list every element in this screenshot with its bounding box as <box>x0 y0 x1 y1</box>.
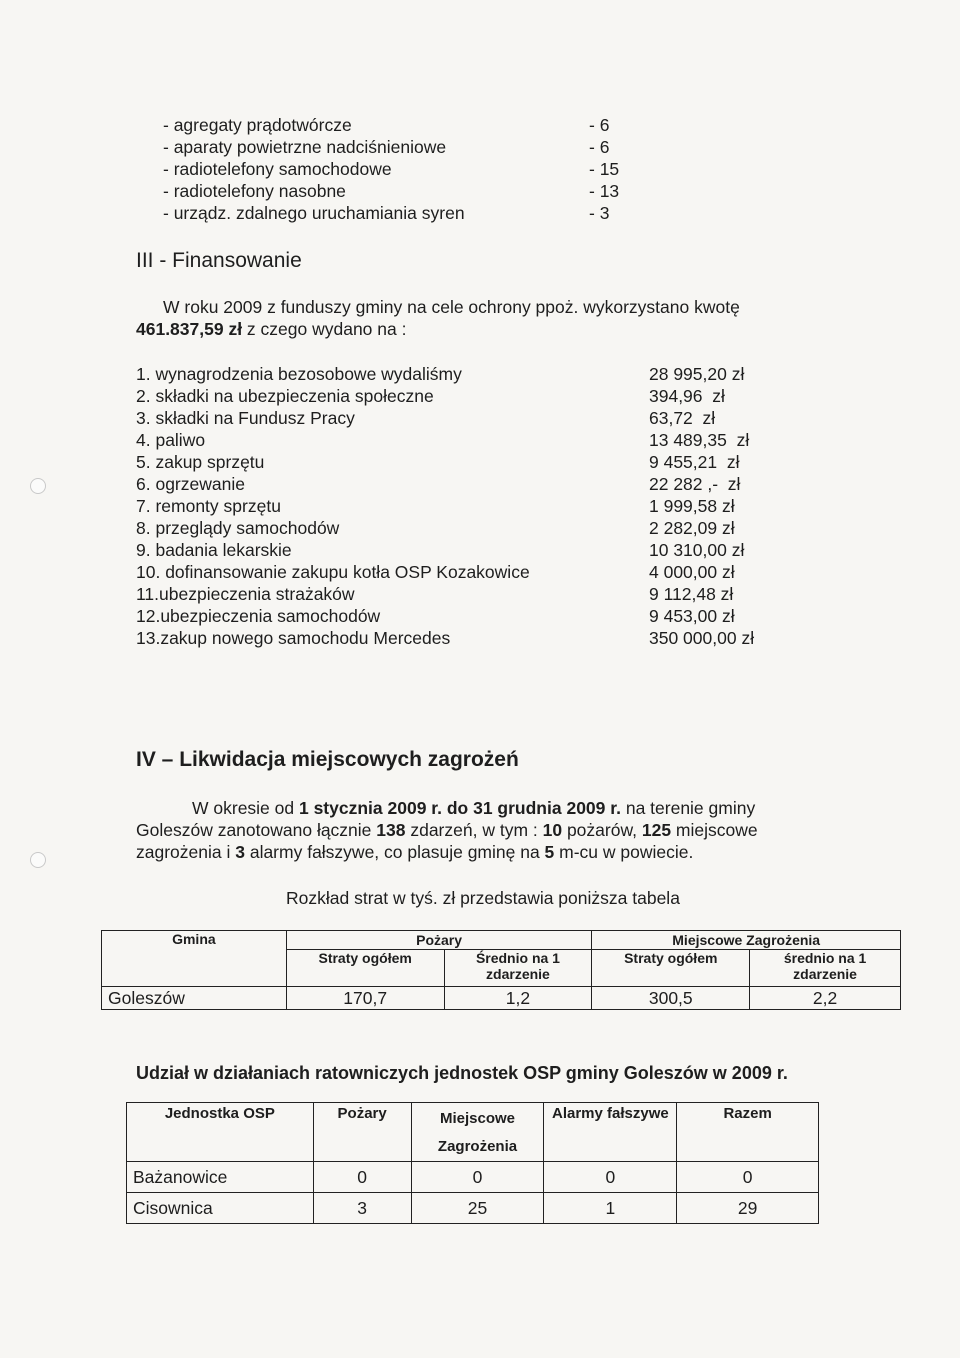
expense-amount: 4 000,00 zł <box>649 562 735 582</box>
expense-row <box>136 430 786 452</box>
local-threats-count: 125 <box>641 820 672 840</box>
expense-row <box>136 496 786 518</box>
text-run: pożarów, <box>562 820 642 840</box>
equipment-qty: - 6 <box>589 137 610 157</box>
total-incidents: 138 <box>376 820 406 840</box>
cell-alarmy: 1 <box>544 1193 677 1224</box>
header-pozary: Pożary <box>313 1103 411 1162</box>
cell-jednostka: Bażanowice <box>127 1162 314 1193</box>
equipment-qty: - 13 <box>589 181 620 201</box>
osp-title: Udział w działaniach ratowniczych jednostek OSP gminy Goleszów w 2009 r. <box>136 1063 788 1083</box>
finance-intro-rest: z czego wydano na : <box>242 319 407 339</box>
expense-amount: 2 282,09 zł <box>649 518 735 538</box>
header-miejscowe: Miejscowe Zagrożenia <box>592 931 901 950</box>
header-gmina: Gmina <box>102 931 287 987</box>
table-row <box>102 987 901 1010</box>
header-alarmy: Alarmy fałszywe <box>544 1103 677 1162</box>
cell-pozary: 3 <box>313 1193 411 1224</box>
cell-pozary-straty: 170,7 <box>286 987 444 1010</box>
cell-miejscowe: 0 <box>411 1162 544 1193</box>
expense-label: 2. składki na ubezpieczenia społeczne <box>136 386 434 406</box>
false-alarms-count: 3 <box>235 842 245 862</box>
expense-row <box>136 364 786 386</box>
losses-caption: Rozkład strat w tyś. zł przedstawia poniższa tabela <box>286 888 680 908</box>
expense-label: 12.ubezpieczenia samochodów <box>136 606 381 626</box>
equipment-qty: - 15 <box>589 159 620 179</box>
expense-row <box>136 562 786 584</box>
equipment-name: - urządz. zdalnego uruchamiania syren <box>163 203 465 223</box>
expense-row <box>136 474 786 496</box>
osp-table <box>126 1102 819 1224</box>
expense-label: 4. paliwo <box>136 430 206 450</box>
header-srednio-pozary: Średnio na 1 zdarzenie <box>444 950 592 987</box>
expense-row <box>136 628 786 650</box>
cell-gmina: Goleszów <box>102 987 287 1010</box>
expense-amount: 63,72 zł <box>649 408 716 428</box>
cell-miejscowe: 25 <box>411 1193 544 1224</box>
expense-label: 8. przeglądy samochodów <box>136 518 340 538</box>
cell-miejscowe-srednio: 2,2 <box>750 987 901 1010</box>
expense-amount: 9 453,00 zł <box>649 606 735 626</box>
finance-intro-line2 <box>136 318 406 340</box>
expense-label: 6. ogrzewanie <box>136 474 245 494</box>
header-jednostka: Jednostka OSP <box>127 1103 314 1162</box>
text-run: zdarzeń, w tym : <box>405 820 543 840</box>
text-run: alarmy fałszywe, co plasuje gminę na <box>244 842 545 862</box>
header-pozary: Pożary <box>286 931 592 950</box>
expense-amount: 22 282 ,- zł <box>649 474 741 494</box>
expense-label: 11.ubezpieczenia strażaków <box>136 584 355 604</box>
expense-label: 10. dofinansowanie zakupu kotła OSP Kozakowice <box>136 562 530 582</box>
cell-jednostka: Cisownica <box>127 1193 314 1224</box>
list-item <box>163 181 633 203</box>
expense-amount: 13 489,35 zł <box>649 430 750 450</box>
section-title-likwidacja: IV – Likwidacja miejscowych zagrożeń <box>136 748 519 771</box>
expense-amount: 1 999,58 zł <box>649 496 735 516</box>
expense-amount: 9 112,48 zł <box>649 584 734 604</box>
equipment-qty: - 6 <box>589 115 610 135</box>
cell-pozary-srednio: 1,2 <box>444 987 592 1010</box>
fires-count: 10 <box>542 820 563 840</box>
expense-amount: 28 995,20 zł <box>649 364 745 384</box>
expense-label: 9. badania lekarskie <box>136 540 292 560</box>
expense-label: 1. wynagrodzenia bezosobowe wydaliśmy <box>136 364 462 384</box>
equipment-qty: - 3 <box>589 203 610 223</box>
date-range: 1 stycznia 2009 r. do 31 grudnia 2009 r. <box>298 798 621 818</box>
losses-table <box>101 930 901 1010</box>
expense-row <box>136 540 786 562</box>
expense-row <box>136 518 786 540</box>
cell-razem: 0 <box>677 1162 819 1193</box>
list-item <box>163 115 633 137</box>
list-item <box>163 159 633 181</box>
table-row <box>127 1193 819 1224</box>
section-title-finansowanie: III - Finansowanie <box>136 249 302 272</box>
expense-amount: 394,96 zł <box>649 386 725 406</box>
expense-amount: 10 310,00 zł <box>649 540 745 560</box>
equipment-name: - agregaty prądotwórcze <box>163 115 352 135</box>
finance-intro-line1: W roku 2009 z funduszy gminy na cele ochrony ppoż. wykorzystano kwotę <box>163 297 740 317</box>
expense-row <box>136 452 786 474</box>
cell-pozary: 0 <box>313 1162 411 1193</box>
table-row <box>127 1162 819 1193</box>
text-run: zagrożenia i <box>136 842 236 862</box>
text-run: Goleszów zanotowano łącznie <box>136 820 377 840</box>
list-item <box>163 203 633 225</box>
expense-row <box>136 386 786 408</box>
incidents-para-line3 <box>136 841 693 863</box>
text-run: W okresie od <box>192 798 299 818</box>
cell-alarmy: 0 <box>544 1162 677 1193</box>
text-run: na terenie gminy <box>620 798 756 818</box>
table-row <box>127 1103 819 1162</box>
incidents-para-line1 <box>192 797 755 819</box>
cell-razem: 29 <box>677 1193 819 1224</box>
punch-hole-bottom <box>30 852 46 868</box>
header-miejscowe: Miejscowe Zagrożenia <box>411 1103 544 1162</box>
table-row <box>102 931 901 950</box>
text-run: miejscowe <box>671 820 758 840</box>
county-rank: 5 <box>544 842 555 862</box>
text-run: m-cu w powiecie. <box>554 842 694 862</box>
expense-label: 3. składki na Fundusz Pracy <box>136 408 355 428</box>
expense-row <box>136 584 786 606</box>
incidents-para-line2 <box>136 819 758 841</box>
expense-amount: 9 455,21 zł <box>649 452 740 472</box>
header-razem: Razem <box>677 1103 819 1162</box>
total-amount: 461.837,59 zł <box>136 319 243 339</box>
list-item <box>163 137 633 159</box>
expense-amount: 350 000,00 zł <box>649 628 755 648</box>
header-straty-miejscowe: Straty ogółem <box>592 950 750 987</box>
expense-row <box>136 606 786 628</box>
expense-row <box>136 408 786 430</box>
cell-miejscowe-straty: 300,5 <box>592 987 750 1010</box>
punch-hole-top <box>30 478 46 494</box>
equipment-name: - aparaty powietrzne nadciśnieniowe <box>163 137 447 157</box>
expense-label: 7. remonty sprzętu <box>136 496 281 516</box>
expense-label: 5. zakup sprzętu <box>136 452 265 472</box>
equipment-name: - radiotelefony nasobne <box>163 181 346 201</box>
header-srednio-miejscowe: średnio na 1 zdarzenie <box>750 950 901 987</box>
header-straty-pozary: Straty ogółem <box>286 950 444 987</box>
expense-label: 13.zakup nowego samochodu Mercedes <box>136 628 451 648</box>
equipment-name: - radiotelefony samochodowe <box>163 159 392 179</box>
